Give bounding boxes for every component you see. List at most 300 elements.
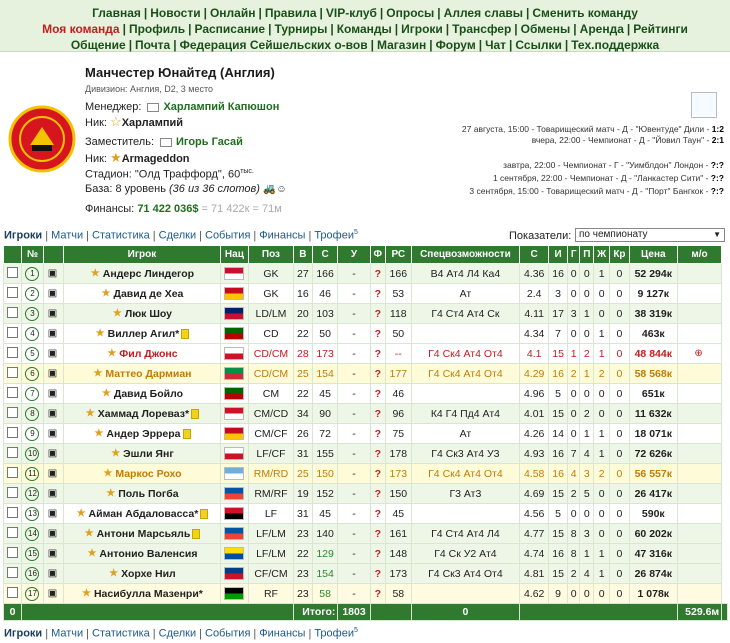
player-name-link[interactable]: Давид де Хеа bbox=[113, 287, 184, 300]
row-checkbox[interactable] bbox=[7, 387, 18, 398]
select-cell[interactable] bbox=[4, 404, 22, 424]
player-name[interactable] bbox=[64, 444, 221, 464]
column-header[interactable]: м/о bbox=[677, 246, 721, 264]
player-name-link[interactable]: Давид Бойло bbox=[113, 387, 184, 400]
row-checkbox[interactable] bbox=[7, 467, 18, 478]
row-checkbox[interactable] bbox=[7, 587, 18, 598]
strength-cell: 103 bbox=[312, 304, 338, 324]
nav-link[interactable]: Сменить команду bbox=[532, 6, 638, 20]
row-checkbox[interactable] bbox=[7, 547, 18, 558]
tab-2[interactable]: Статистика bbox=[92, 627, 150, 640]
column-header[interactable]: Нац bbox=[220, 246, 248, 264]
specials-cell: Г4 Ск У2 Ат4 bbox=[411, 544, 520, 564]
column-header[interactable]: Спецвозможности bbox=[411, 246, 520, 264]
u-cell: - bbox=[338, 444, 370, 464]
nav-link[interactable]: Моя команда bbox=[42, 22, 120, 36]
select-cell[interactable] bbox=[4, 584, 22, 604]
player-name[interactable] bbox=[64, 564, 221, 584]
number-cell bbox=[22, 544, 44, 564]
tournament-logo-icon[interactable] bbox=[691, 92, 717, 118]
position-cell: LF/CF bbox=[249, 444, 294, 464]
sv-cell: 4.34 bbox=[520, 324, 549, 344]
mo-cell[interactable] bbox=[677, 504, 721, 524]
select-cell[interactable] bbox=[4, 524, 22, 544]
select-cell[interactable] bbox=[4, 364, 22, 384]
age-cell: 25 bbox=[293, 464, 312, 484]
shirt-number: 14 bbox=[25, 527, 39, 541]
i-cell: 15 bbox=[549, 404, 568, 424]
player-status-icon: ▣ bbox=[47, 388, 58, 400]
mo-cell[interactable] bbox=[677, 384, 721, 404]
row-checkbox[interactable] bbox=[7, 327, 18, 338]
nav-link[interactable]: Аренда bbox=[579, 22, 624, 36]
zh-cell: 1 bbox=[594, 544, 610, 564]
nav-link[interactable]: Главная bbox=[92, 6, 141, 20]
nav-link[interactable]: Общение bbox=[70, 38, 126, 52]
mo-cell[interactable] bbox=[677, 364, 721, 384]
mo-cell[interactable] bbox=[677, 344, 721, 364]
row-checkbox[interactable] bbox=[7, 347, 18, 358]
specials-cell: Г4 Ск4 Ат4 От4 bbox=[411, 364, 520, 384]
nationality-cell bbox=[220, 444, 248, 464]
zh-cell: 1 bbox=[594, 344, 610, 364]
p-cell: 1 bbox=[580, 424, 594, 444]
age-cell: 26 bbox=[293, 424, 312, 444]
p-cell: 2 bbox=[580, 344, 594, 364]
nav-link[interactable]: Игроки bbox=[401, 22, 443, 36]
mo-cell[interactable] bbox=[677, 444, 721, 464]
zh-cell: 0 bbox=[594, 584, 610, 604]
nav-link[interactable]: Профиль bbox=[128, 22, 186, 36]
table-row[interactable] bbox=[4, 424, 728, 444]
tab-separator: | bbox=[199, 627, 202, 640]
player-name[interactable] bbox=[64, 524, 221, 544]
table-row[interactable] bbox=[4, 344, 728, 364]
nav-link[interactable]: VIP-клуб bbox=[325, 6, 377, 20]
nationality-cell bbox=[220, 584, 248, 604]
shirt-number: 11 bbox=[25, 467, 39, 481]
nav-link[interactable]: Рейтинги bbox=[633, 22, 688, 36]
table-row[interactable] bbox=[4, 384, 728, 404]
player-name[interactable] bbox=[64, 364, 221, 384]
position-cell: LF/LM bbox=[249, 544, 294, 564]
nationality-cell bbox=[220, 264, 248, 284]
table-row[interactable] bbox=[4, 404, 728, 424]
rs-cell: 58 bbox=[385, 584, 411, 604]
star-icon: ★ bbox=[101, 288, 111, 300]
player-name-link[interactable]: Хаммад Лореваз* bbox=[97, 407, 190, 420]
nationality-cell bbox=[220, 284, 248, 304]
player-name[interactable] bbox=[64, 304, 221, 324]
row-checkbox[interactable] bbox=[7, 367, 18, 378]
indicators-select[interactable]: по чемпионату ▼ bbox=[575, 228, 725, 242]
number-cell bbox=[22, 384, 44, 404]
player-name-link[interactable]: Андерс Линдегор bbox=[102, 267, 195, 280]
column-header[interactable]: П bbox=[580, 246, 594, 264]
nav-link[interactable]: Ссылки bbox=[515, 38, 562, 52]
zh-cell: 0 bbox=[594, 304, 610, 324]
u-cell: - bbox=[338, 384, 370, 404]
table-row[interactable] bbox=[4, 464, 728, 484]
club-header bbox=[0, 52, 730, 224]
tab-1[interactable]: Матчи bbox=[51, 627, 84, 640]
player-name-link[interactable]: Эшли Янг bbox=[123, 447, 174, 460]
position-cell: CD/CM bbox=[249, 344, 294, 364]
zh-cell: 0 bbox=[594, 484, 610, 504]
row-checkbox[interactable] bbox=[7, 307, 18, 318]
nav-row bbox=[0, 5, 730, 21]
shirt-number: 8 bbox=[25, 407, 39, 421]
nav-link[interactable]: Чат bbox=[485, 38, 507, 52]
match-line[interactable] bbox=[462, 135, 724, 146]
select-cell[interactable] bbox=[4, 344, 22, 364]
u-cell: - bbox=[338, 524, 370, 544]
nav-link[interactable]: Трансфер bbox=[452, 22, 512, 36]
flag-icon bbox=[224, 507, 244, 520]
row-checkbox[interactable] bbox=[7, 507, 18, 518]
row-checkbox[interactable] bbox=[7, 407, 18, 418]
select-cell[interactable] bbox=[4, 284, 22, 304]
table-row[interactable] bbox=[4, 544, 728, 564]
nav-link[interactable]: Федерация Сейшельских о-вов bbox=[179, 38, 368, 52]
match-text[interactable]: завтра, 22:00 - Чемпионат - Г - "Уимблдон" Лондон - bbox=[503, 160, 711, 170]
u-cell: - bbox=[338, 584, 370, 604]
p-cell: 1 bbox=[580, 364, 594, 384]
mo-cell[interactable] bbox=[677, 544, 721, 564]
match-text[interactable]: 1 сентября, 22:00 - Чемпионат - Д - "Ланкастер Сити" - bbox=[492, 173, 711, 183]
age-cell: 19 bbox=[293, 484, 312, 504]
select-cell[interactable] bbox=[4, 324, 22, 344]
i-cell: 15 bbox=[549, 564, 568, 584]
tab-3[interactable]: Сделки bbox=[158, 627, 197, 640]
match-line[interactable] bbox=[469, 159, 724, 172]
strength-cell: 154 bbox=[312, 364, 338, 384]
nav-link[interactable]: Почта bbox=[135, 38, 171, 52]
club-crest-icon bbox=[8, 105, 76, 173]
mo-cell[interactable] bbox=[677, 324, 721, 344]
number-cell bbox=[22, 284, 44, 304]
table-row[interactable] bbox=[4, 484, 728, 504]
row-checkbox[interactable] bbox=[7, 567, 18, 578]
number-cell bbox=[22, 404, 44, 424]
nav-separator: | bbox=[268, 22, 272, 36]
player-name[interactable] bbox=[64, 544, 221, 564]
table-row[interactable] bbox=[4, 524, 728, 544]
player-name-link[interactable]: Андер Эррера bbox=[106, 427, 181, 440]
status-cell bbox=[43, 504, 63, 524]
tab-separator: | bbox=[253, 229, 257, 242]
mo-cell[interactable] bbox=[677, 404, 721, 424]
specials-cell: Г4 Ст4 Ат4 Л4 bbox=[411, 524, 520, 544]
row-checkbox[interactable] bbox=[7, 287, 18, 298]
match-line[interactable] bbox=[469, 172, 724, 185]
mo-cell[interactable] bbox=[677, 464, 721, 484]
player-name[interactable] bbox=[64, 504, 221, 524]
specials-cell: Г3 Ат3 bbox=[411, 484, 520, 504]
column-header[interactable]: Ж bbox=[594, 246, 610, 264]
select-cell[interactable] bbox=[4, 444, 22, 464]
nav-link[interactable]: Обмены bbox=[520, 22, 571, 36]
nav-link[interactable]: Магазин bbox=[376, 38, 427, 52]
zh-cell: 0 bbox=[594, 284, 610, 304]
deputy-link[interactable]: Игорь Гасай bbox=[176, 136, 243, 148]
smile-icon: ☺ bbox=[276, 183, 287, 195]
tab-separator: | bbox=[86, 229, 89, 242]
zh-cell: 0 bbox=[594, 384, 610, 404]
number-cell bbox=[22, 264, 44, 284]
i-cell: 15 bbox=[549, 344, 568, 364]
mo-cell[interactable] bbox=[677, 284, 721, 304]
mo-cell[interactable] bbox=[677, 584, 721, 604]
mo-cell[interactable] bbox=[677, 524, 721, 544]
sv-cell: 4.93 bbox=[520, 444, 549, 464]
mo-cell[interactable] bbox=[677, 424, 721, 444]
nav-link[interactable]: Аллея славы bbox=[443, 6, 524, 20]
column-header[interactable]: Цена bbox=[629, 246, 677, 264]
row-checkbox[interactable] bbox=[7, 487, 18, 498]
player-status-icon: ▣ bbox=[47, 288, 58, 300]
specials-cell: Г4 Ск3 Ат4 У3 bbox=[411, 444, 520, 464]
number-cell bbox=[22, 444, 44, 464]
column-header[interactable]: Кр bbox=[610, 246, 630, 264]
tab-separator: | bbox=[152, 229, 156, 242]
player-name[interactable] bbox=[64, 484, 221, 504]
column-header[interactable]: С bbox=[520, 246, 549, 264]
nav-link[interactable]: Тех.поддержка bbox=[571, 38, 660, 52]
kr-cell: 0 bbox=[610, 364, 630, 384]
column-header[interactable]: С bbox=[312, 246, 338, 264]
match-text[interactable]: вчера, 22:00 - Чемпионат - Д - "Йовил Таун" - bbox=[531, 135, 712, 145]
match-line[interactable] bbox=[462, 124, 724, 135]
i-cell: 5 bbox=[549, 504, 568, 524]
p-cell: 3 bbox=[580, 464, 594, 484]
player-name-link[interactable]: Виллер Агил* bbox=[107, 327, 180, 340]
strength-cell: 152 bbox=[312, 484, 338, 504]
player-name-link[interactable]: Антони Марсьяль bbox=[96, 527, 191, 540]
table-row[interactable] bbox=[4, 304, 728, 324]
select-cell[interactable] bbox=[4, 504, 22, 524]
table-row[interactable] bbox=[4, 324, 728, 344]
player-name[interactable] bbox=[64, 324, 221, 344]
nav-link[interactable]: Опросы bbox=[386, 6, 435, 20]
price-cell: 590к bbox=[629, 504, 677, 524]
mo-cell[interactable] bbox=[677, 484, 721, 504]
column-header[interactable]: Ф bbox=[370, 246, 385, 264]
match-text[interactable]: 27 августа, 15:00 - Товарищеский матч - Д - "Ювентуде" Дили - bbox=[461, 124, 712, 134]
player-name[interactable] bbox=[64, 584, 221, 604]
kr-cell: 0 bbox=[610, 304, 630, 324]
table-row[interactable] bbox=[4, 444, 728, 464]
status-cell bbox=[43, 424, 63, 444]
price-cell: 26 874к bbox=[629, 564, 677, 584]
g-cell: 0 bbox=[568, 584, 580, 604]
form-cell: ? bbox=[370, 464, 385, 484]
player-name-link[interactable]: Люк Шоу bbox=[124, 307, 173, 320]
nav-link[interactable]: Форум bbox=[435, 38, 476, 52]
select-cell[interactable] bbox=[4, 264, 22, 284]
select-cell[interactable] bbox=[4, 484, 22, 504]
column-header[interactable]: Игрок bbox=[64, 246, 221, 264]
status-cell bbox=[43, 304, 63, 324]
g-cell: 0 bbox=[568, 284, 580, 304]
player-name-link[interactable]: Фил Джонс bbox=[119, 347, 178, 360]
table-row[interactable] bbox=[4, 504, 728, 524]
price-cell: 9 127к bbox=[629, 284, 677, 304]
player-name[interactable] bbox=[64, 384, 221, 404]
match-text[interactable]: 3 сентября, 15:00 - Товарищеский матч - Д - "Порт" Бангкок - bbox=[469, 186, 711, 196]
total-cell: 1803 bbox=[338, 604, 370, 621]
kr-cell: 0 bbox=[610, 584, 630, 604]
manager-link[interactable]: Харлампий Капюшон bbox=[163, 101, 280, 113]
zh-cell: 1 bbox=[594, 564, 610, 584]
tab-4[interactable]: События bbox=[205, 229, 251, 242]
p-cell: 0 bbox=[580, 504, 594, 524]
player-name[interactable] bbox=[64, 424, 221, 444]
column-header[interactable]: И bbox=[549, 246, 568, 264]
player-status-icon: ▣ bbox=[47, 308, 58, 320]
status-cell bbox=[43, 384, 63, 404]
column-header[interactable]: В bbox=[293, 246, 312, 264]
tab-6[interactable]: Трофеи bbox=[314, 229, 354, 242]
column-header[interactable]: № bbox=[22, 246, 44, 264]
specials-cell bbox=[411, 584, 520, 604]
position-cell: LD/LM bbox=[249, 304, 294, 324]
select-cell[interactable] bbox=[4, 564, 22, 584]
star-icon: ★ bbox=[110, 150, 122, 165]
star-icon: ★ bbox=[101, 388, 111, 400]
player-name-link[interactable]: Айман Абдаловасса* bbox=[88, 507, 199, 520]
player-status-icon: ▣ bbox=[47, 528, 58, 540]
table-row[interactable] bbox=[4, 364, 728, 384]
shirt-number: 13 bbox=[25, 507, 39, 521]
mail-icon[interactable] bbox=[160, 138, 172, 147]
players-table bbox=[3, 245, 728, 621]
column-header[interactable] bbox=[4, 246, 22, 264]
tab-1[interactable]: Матчи bbox=[51, 229, 84, 242]
tab-4[interactable]: События bbox=[205, 627, 251, 640]
player-name[interactable] bbox=[64, 464, 221, 484]
table-row[interactable] bbox=[4, 584, 728, 604]
star-icon: ★ bbox=[106, 488, 116, 500]
table-row[interactable] bbox=[4, 264, 728, 284]
player-name-link[interactable]: Маттео Дармиан bbox=[105, 367, 192, 380]
nationality-cell bbox=[220, 464, 248, 484]
age-cell: 23 bbox=[293, 564, 312, 584]
tab-3[interactable]: Сделки bbox=[158, 229, 197, 242]
match-score: 1:2 bbox=[711, 124, 724, 134]
column-header[interactable]: У bbox=[338, 246, 370, 264]
nav-link[interactable]: Команды bbox=[336, 22, 392, 36]
nav-separator: | bbox=[478, 38, 483, 52]
yellow-card-icon bbox=[192, 529, 200, 539]
star-icon: ★ bbox=[111, 448, 121, 460]
u-cell: - bbox=[338, 484, 370, 504]
nav-link[interactable]: Онлайн bbox=[209, 6, 256, 20]
nav-link[interactable]: Расписание bbox=[194, 22, 266, 36]
nav-link[interactable]: Новости bbox=[150, 6, 201, 20]
select-cell[interactable] bbox=[4, 464, 22, 484]
shirt-number: 9 bbox=[25, 427, 39, 441]
kr-cell: 0 bbox=[610, 464, 630, 484]
g-cell: 0 bbox=[568, 324, 580, 344]
row-checkbox[interactable] bbox=[7, 527, 18, 538]
form-cell: ? bbox=[370, 344, 385, 364]
nationality-cell bbox=[220, 384, 248, 404]
row-checkbox[interactable] bbox=[7, 267, 18, 278]
flag-icon bbox=[224, 527, 244, 540]
tractor-icon: 🚜 bbox=[262, 183, 276, 195]
player-name-link[interactable]: Маркос Рохо bbox=[115, 467, 182, 480]
player-name[interactable] bbox=[64, 404, 221, 424]
rs-cell: -- bbox=[385, 344, 411, 364]
select-cell[interactable] bbox=[4, 384, 22, 404]
nationality-cell bbox=[220, 484, 248, 504]
plus-icon[interactable]: ⊕ bbox=[694, 348, 703, 360]
form-cell: ? bbox=[370, 484, 385, 504]
column-header[interactable]: Г bbox=[568, 246, 580, 264]
row-checkbox[interactable] bbox=[7, 447, 18, 458]
p-cell: 0 bbox=[580, 264, 594, 284]
tab-6[interactable]: Трофеи bbox=[314, 627, 354, 640]
player-name-link[interactable]: Насибулла Мазенри* bbox=[93, 587, 203, 600]
tab-2[interactable]: Статистика bbox=[92, 229, 150, 242]
column-header[interactable] bbox=[43, 246, 63, 264]
column-header[interactable]: РС bbox=[385, 246, 411, 264]
mo-cell[interactable] bbox=[677, 264, 721, 284]
specials-cell bbox=[411, 384, 520, 404]
star-icon: ★ bbox=[90, 268, 100, 280]
shirt-number: 17 bbox=[25, 587, 39, 601]
base-line: База: 8 уровень (36 из 36 слотов) 🚜☺ bbox=[85, 183, 287, 195]
player-name-link[interactable]: Антонио Валенсия bbox=[99, 547, 198, 560]
g-cell: 2 bbox=[568, 564, 580, 584]
form-cell: ? bbox=[370, 304, 385, 324]
player-name-link[interactable]: Хорхе Нил bbox=[121, 567, 176, 580]
nav-link[interactable]: Турниры bbox=[274, 22, 328, 36]
tab-5[interactable]: Финансы bbox=[259, 627, 306, 640]
select-cell[interactable] bbox=[4, 544, 22, 564]
number-cell bbox=[22, 424, 44, 444]
mail-icon[interactable] bbox=[147, 103, 159, 112]
match-line[interactable] bbox=[469, 185, 724, 198]
specials-cell: Г4 Ст4 Ат4 Ск bbox=[411, 304, 520, 324]
table-row[interactable] bbox=[4, 564, 728, 584]
status-cell bbox=[43, 544, 63, 564]
price-cell: 72 626к bbox=[629, 444, 677, 464]
select-cell[interactable] bbox=[4, 424, 22, 444]
select-cell[interactable] bbox=[4, 304, 22, 324]
player-name[interactable] bbox=[64, 344, 221, 364]
table-row[interactable] bbox=[4, 284, 728, 304]
player-name-link[interactable]: Поль Погба bbox=[118, 487, 179, 500]
player-name[interactable] bbox=[64, 264, 221, 284]
mo-cell[interactable] bbox=[677, 564, 721, 584]
tab-0[interactable]: Игроки bbox=[4, 627, 43, 640]
nav-link[interactable]: Правила bbox=[264, 6, 317, 20]
zh-cell: 0 bbox=[594, 404, 610, 424]
player-name[interactable] bbox=[64, 284, 221, 304]
position-cell: RF bbox=[249, 584, 294, 604]
mo-cell[interactable] bbox=[677, 304, 721, 324]
rs-cell: 177 bbox=[385, 364, 411, 384]
tab-5[interactable]: Финансы bbox=[259, 229, 306, 242]
strength-cell: 166 bbox=[312, 264, 338, 284]
age-cell: 22 bbox=[293, 544, 312, 564]
row-checkbox[interactable] bbox=[7, 427, 18, 438]
tab-0[interactable]: Игроки bbox=[4, 229, 43, 242]
status-cell bbox=[43, 284, 63, 304]
column-header[interactable]: Поз bbox=[249, 246, 294, 264]
